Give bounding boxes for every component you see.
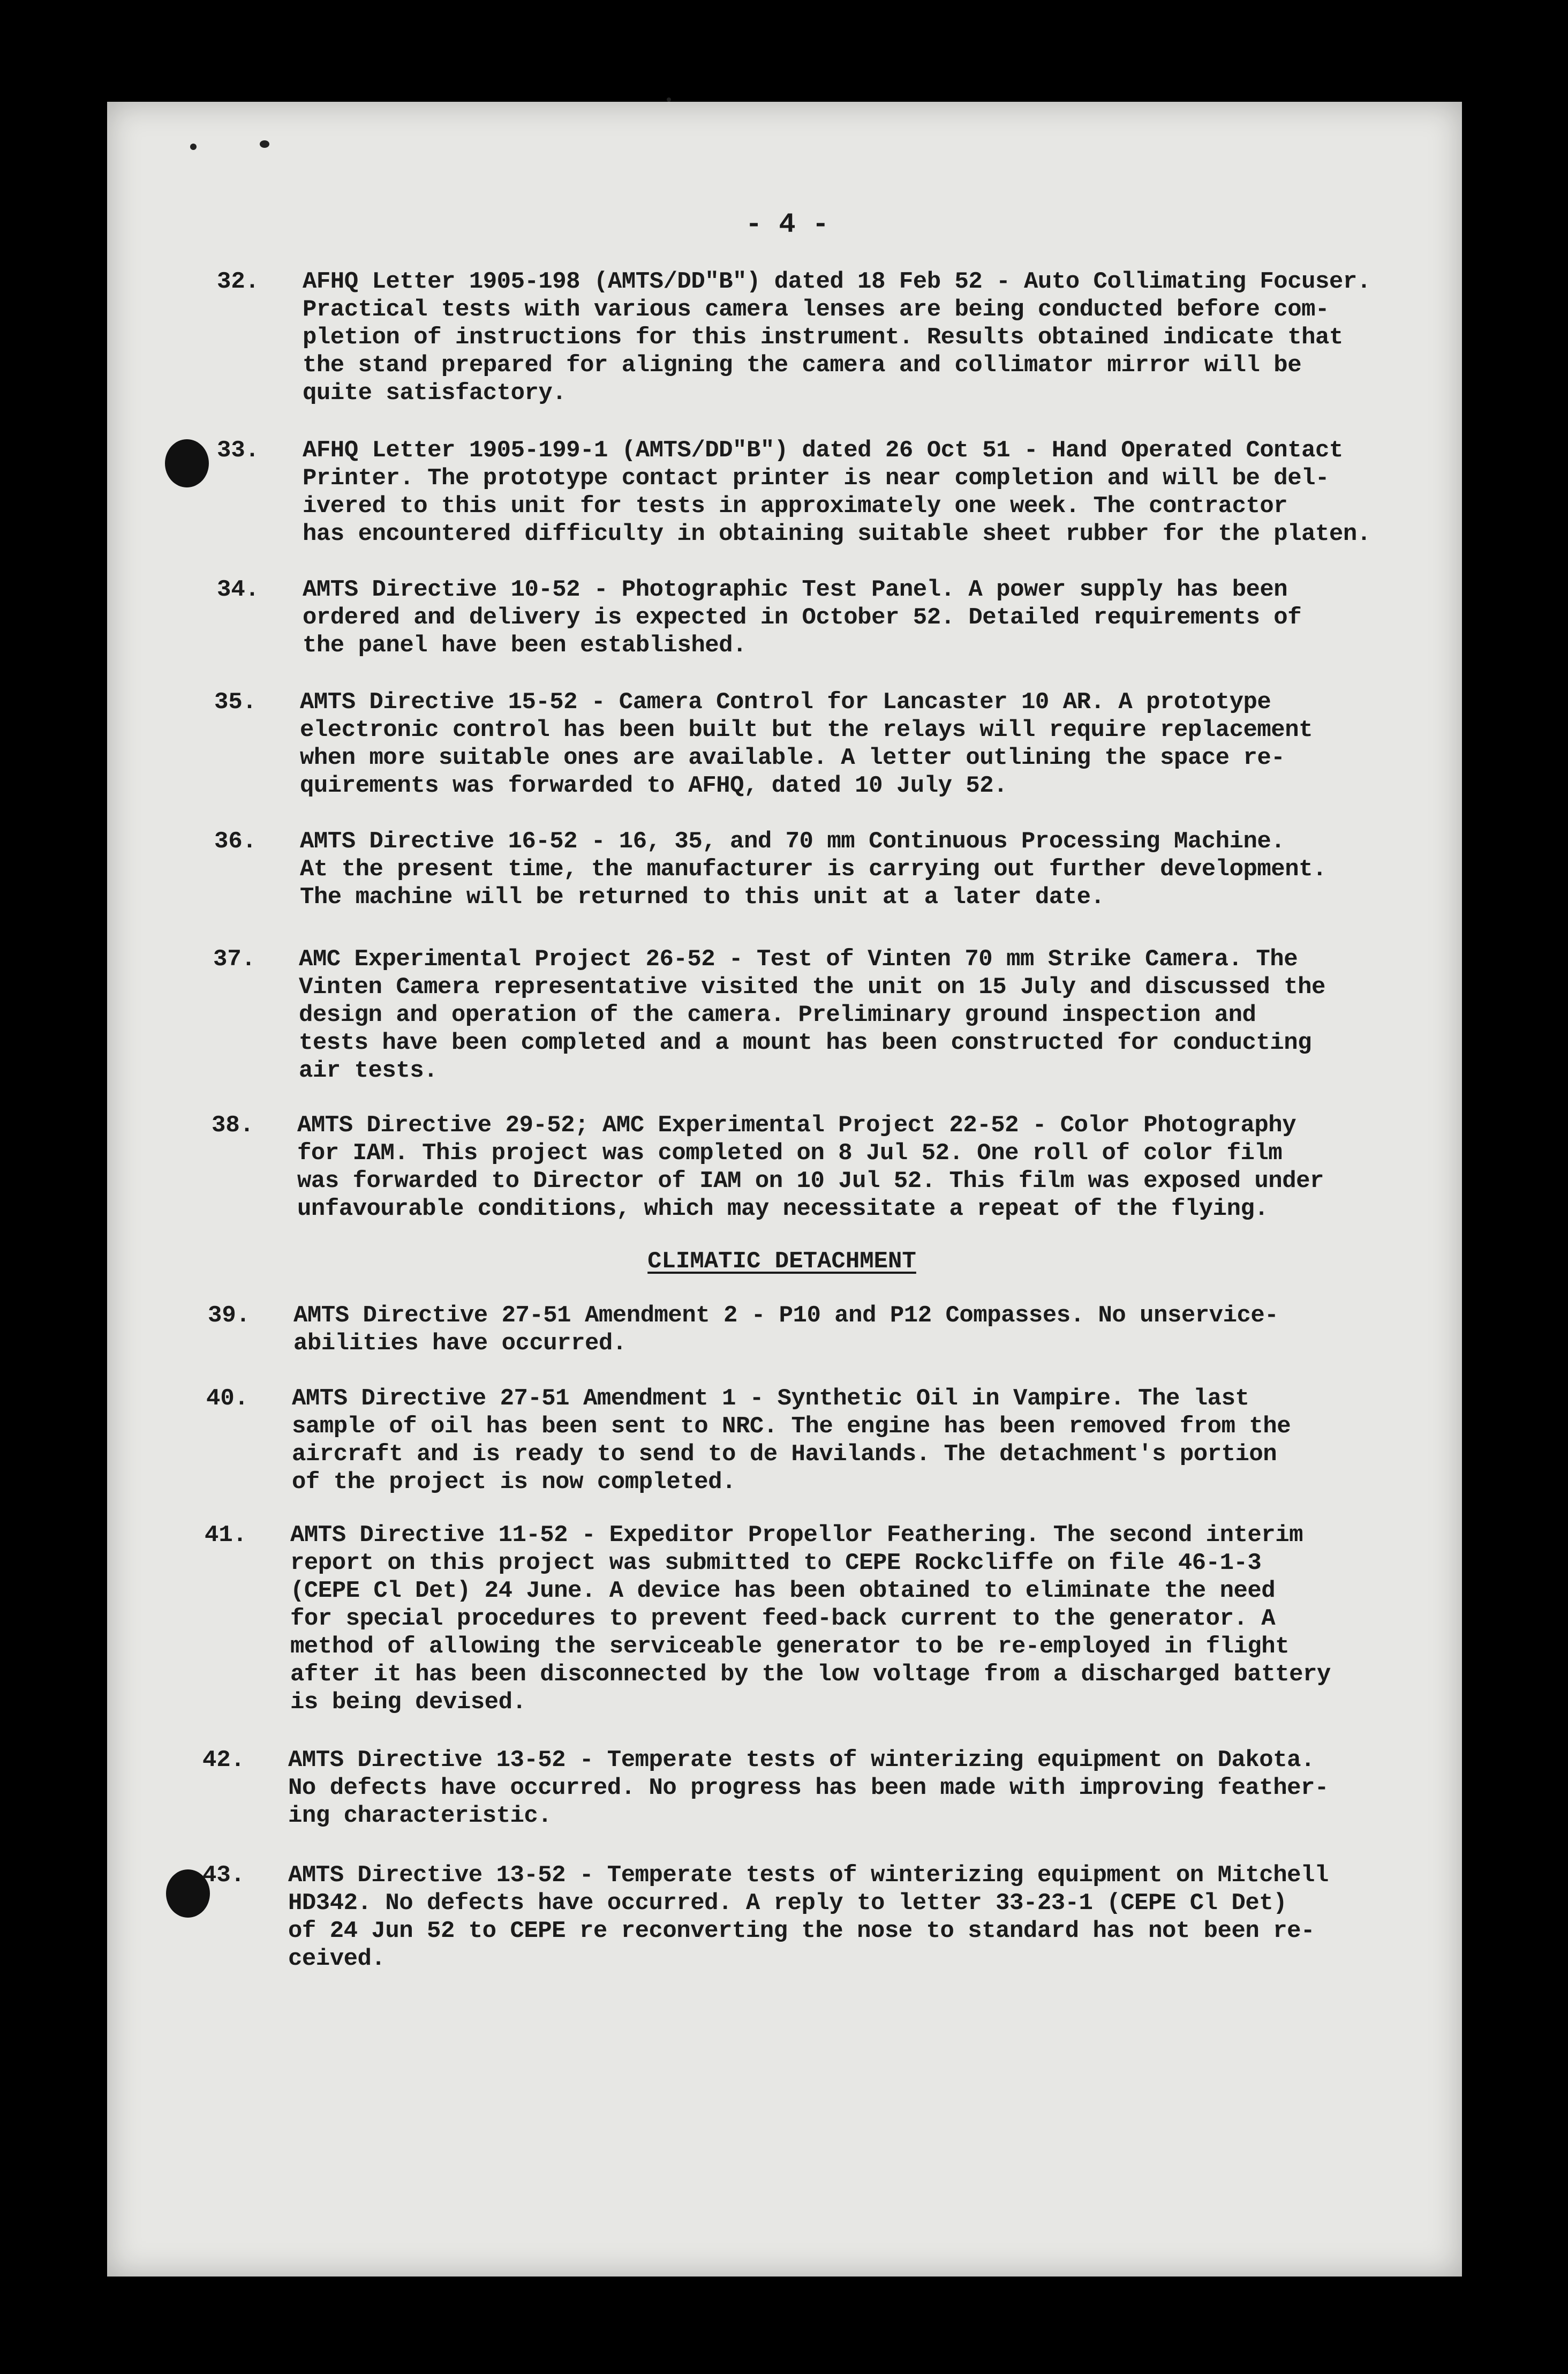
item-text: AMTS Directive 16-52 - 16, 35, and 70 mm Continuous Processing Machine. At the present time, the manufacturer is carrying out further development. The machine will be returned to this unit at a later date. xyxy=(300,828,1326,911)
item-number: 36. xyxy=(214,828,257,855)
item-number: 39. xyxy=(208,1302,251,1329)
item-number: 40. xyxy=(206,1385,249,1412)
section-heading: CLIMATIC DETACHMENT xyxy=(647,1248,916,1275)
item-text: AMTS Directive 10-52 - Photographic Test Panel. A power supply has been ordered and delivery is expected in October 52. Detailed requirements of the panel have been established. xyxy=(303,576,1302,659)
item-text: AMC Experimental Project 26-52 - Test of Vinten 70 mm Strike Camera. The Vinten Camera representative visited the unit on 15 July and discussed the design and operation of the camera. Preliminary ground inspection and tests have been completed and a mount has been constructed for conducting air tests. xyxy=(299,946,1325,1084)
item-number: 38. xyxy=(212,1112,254,1139)
item-text: AMTS Directive 11-52 - Expeditor Propellor Feathering. The second interim report on this project was submitted to CEPE Rockcliffe on file 46-1-3 (CEPE Cl Det) 24 June. A device has been obtained to eliminate the need for special procedures to prevent feed-back current to the generator. A method of allowing the serviceable generator to be re-employed in flight after it has been disconnected by the low voltage from a discharged battery is being devised. xyxy=(290,1522,1331,1716)
item-text: AFHQ Letter 1905-198 (AMTS/DD"B") dated 18 Feb 52 - Auto Collimating Focuser. Practical tests with various camera lenses are being conducted before com- pletion of instructions for this instrument. Results obtained indicate that the stand prepared for aligning the camera and collimator mirror will be quite satisfactory. xyxy=(303,268,1371,407)
item-text: AMTS Directive 29-52; AMC Experimental Project 22-52 - Color Photography for IAM. This project was completed on 8 Jul 52. One roll of color film was forwarded to Director of IAM on 10 Jul 52. This film was exposed under unfavourable conditions, which may necessitate a repeat of the flying. xyxy=(297,1112,1324,1222)
item-number: 43. xyxy=(202,1862,245,1889)
item-number: 32. xyxy=(217,268,260,295)
item-text: AMTS Directive 15-52 - Camera Control for Lancaster 10 AR. A prototype electronic control has been built but the relays will require replacement when more suitable ones are available. A letter outlining the space re- quirements was forwarded to AFHQ, dated 10 July 52. xyxy=(300,689,1313,799)
paper-speck xyxy=(190,144,197,150)
item-text: AMTS Directive 27-51 Amendment 2 - P10 and P12 Compasses. No unservice- abilities have occurred. xyxy=(293,1302,1279,1357)
paper-speck xyxy=(667,97,671,102)
item-number: 37. xyxy=(213,946,256,973)
item-number: 33. xyxy=(217,437,260,464)
item-number: 42. xyxy=(202,1747,245,1774)
paper-speck xyxy=(260,140,269,148)
punch-hole-upper xyxy=(165,439,209,487)
item-text: AMTS Directive 13-52 - Temperate tests of winterizing equipment on Dakota. No defects have occurred. No progress has been made with improving feather- ing characteristic. xyxy=(288,1747,1329,1829)
item-number: 34. xyxy=(217,576,260,603)
item-text: AMTS Directive 13-52 - Temperate tests of winterizing equipment on Mitchell HD342. No defects have occurred. A reply to letter 33-23-1 (CEPE Cl Det) of 24 Jun 52 to CEPE re reconverting the nose to standard has not been re- ceived. xyxy=(288,1862,1329,1972)
page-number: - 4 - xyxy=(745,209,830,241)
item-text: AFHQ Letter 1905-199-1 (AMTS/DD"B") dated 26 Oct 51 - Hand Operated Contact Printer. The prototype contact printer is near completion and will be del- ivered to this unit for tests in approximately one week. The contractor has encountered difficulty in obtaining suitable sheet rubber for the platen. xyxy=(303,437,1371,547)
item-number: 41. xyxy=(205,1522,247,1549)
item-number: 35. xyxy=(214,689,257,716)
item-text: AMTS Directive 27-51 Amendment 1 - Synthetic Oil in Vampire. The last sample of oil has been sent to NRC. The engine has been removed from the aircraft and is ready to send to de Havilands. The detachment's portion of the project is now completed. xyxy=(292,1385,1291,1496)
